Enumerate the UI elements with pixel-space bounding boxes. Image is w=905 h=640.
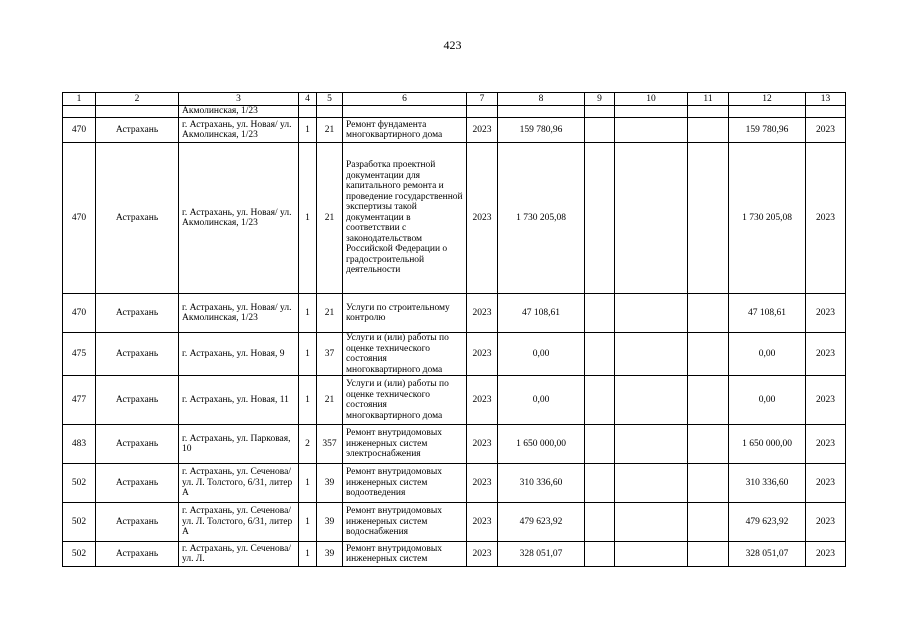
total-cost-cell: 1 730 205,08 — [498, 143, 585, 294]
col4-cell: 1 — [299, 376, 317, 425]
total-cost-cell: 310 336,60 — [498, 464, 585, 503]
total-cost-cell: 1 650 000,00 — [498, 425, 585, 464]
id-cell: 502 — [63, 464, 96, 503]
col11-cell — [688, 425, 729, 464]
col10-cell — [615, 118, 688, 143]
work-type-cell: Услуги и (или) работы по оценке технического состояния многоквартирного дома — [343, 333, 467, 376]
col10-cell — [615, 294, 688, 333]
header-cell: 12 — [729, 93, 806, 106]
col4-cell: 1 — [299, 333, 317, 376]
col5-cell: 37 — [317, 333, 343, 376]
col12-cell: 47 108,61 — [729, 294, 806, 333]
col10-cell — [615, 376, 688, 425]
col12-cell: 0,00 — [729, 376, 806, 425]
year-cell: 2023 — [467, 376, 498, 425]
col12-cell: 0,00 — [729, 333, 806, 376]
empty-cell — [467, 106, 498, 118]
col9-cell — [585, 425, 615, 464]
table-body — [63, 93, 846, 567]
city-cell: Астрахань — [96, 333, 179, 376]
empty-cell — [729, 106, 806, 118]
col10-cell — [615, 143, 688, 294]
col9-cell — [585, 376, 615, 425]
col10-cell — [615, 464, 688, 503]
city-cell: Астрахань — [96, 464, 179, 503]
header-cell: 13 — [806, 93, 846, 106]
empty-cell — [343, 106, 467, 118]
work-type-cell: Услуги и (или) работы по оценке технического состояния многоквартирного дома — [343, 376, 467, 425]
col12-cell: 310 336,60 — [729, 464, 806, 503]
empty-cell — [688, 106, 729, 118]
address-cell: г. Астрахань, ул. Новая/ ул. Акмолинская, 1/23 — [179, 118, 299, 143]
work-type-cell: Ремонт внутридомовых инженерных систем — [343, 542, 467, 567]
col10-cell — [615, 542, 688, 567]
col10-cell — [615, 503, 688, 542]
header-cell: 11 — [688, 93, 729, 106]
table-row — [63, 118, 846, 143]
empty-cell — [299, 106, 317, 118]
col4-cell: 1 — [299, 118, 317, 143]
year-cell: 2023 — [467, 542, 498, 567]
col11-cell — [688, 542, 729, 567]
year-cell: 2023 — [467, 503, 498, 542]
total-cost-cell: 47 108,61 — [498, 294, 585, 333]
col5-cell: 21 — [317, 294, 343, 333]
col9-cell — [585, 333, 615, 376]
page-number: 423 — [443, 38, 462, 52]
table-row — [63, 542, 846, 567]
table-row — [63, 425, 846, 464]
city-cell: Астрахань — [96, 425, 179, 464]
header-cell: 1 — [63, 93, 96, 106]
col13-cell: 2023 — [806, 333, 846, 376]
address-cell: г. Астрахань, ул. Парковая, 10 — [179, 425, 299, 464]
empty-cell — [96, 106, 179, 118]
col13-cell: 2023 — [806, 143, 846, 294]
col5-cell: 21 — [317, 376, 343, 425]
col9-cell — [585, 503, 615, 542]
id-cell: 470 — [63, 143, 96, 294]
work-type-cell: Ремонт внутридомовых инженерных систем водоснабжения — [343, 503, 467, 542]
address-cell: Акмолинская, 1/23 — [179, 106, 299, 118]
col12-cell: 328 051,07 — [729, 542, 806, 567]
header-cell: 6 — [343, 93, 467, 106]
table-row — [63, 333, 846, 376]
address-cell: г. Астрахань, ул. Новая, 11 — [179, 376, 299, 425]
col11-cell — [688, 143, 729, 294]
col5-cell: 21 — [317, 118, 343, 143]
address-cell: г. Астрахань, ул. Сеченова/ ул. Л. — [179, 542, 299, 567]
city-cell: Астрахань — [96, 376, 179, 425]
id-cell: 470 — [63, 118, 96, 143]
year-cell: 2023 — [467, 143, 498, 294]
empty-cell — [585, 106, 615, 118]
empty-cell — [317, 106, 343, 118]
col5-cell: 39 — [317, 503, 343, 542]
year-cell: 2023 — [467, 294, 498, 333]
id-cell: 477 — [63, 376, 96, 425]
col5-cell: 357 — [317, 425, 343, 464]
header-cell: 4 — [299, 93, 317, 106]
col5-cell: 21 — [317, 143, 343, 294]
total-cost-cell: 479 623,92 — [498, 503, 585, 542]
city-cell: Астрахань — [96, 294, 179, 333]
city-cell: Астрахань — [96, 503, 179, 542]
year-cell: 2023 — [467, 464, 498, 503]
col13-cell: 2023 — [806, 503, 846, 542]
col9-cell — [585, 294, 615, 333]
empty-cell — [498, 106, 585, 118]
col4-cell: 1 — [299, 294, 317, 333]
col13-cell: 2023 — [806, 376, 846, 425]
address-cell: г. Астрахань, ул. Сеченова/ ул. Л. Толстого, 6/31, литер А — [179, 503, 299, 542]
col9-cell — [585, 118, 615, 143]
empty-cell — [615, 106, 688, 118]
total-cost-cell: 159 780,96 — [498, 118, 585, 143]
id-cell: 502 — [63, 542, 96, 567]
total-cost-cell: 0,00 — [498, 376, 585, 425]
col13-cell: 2023 — [806, 294, 846, 333]
empty-cell — [63, 106, 96, 118]
register-table — [62, 92, 846, 567]
col5-cell: 39 — [317, 464, 343, 503]
col12-cell: 159 780,96 — [729, 118, 806, 143]
col11-cell — [688, 503, 729, 542]
work-type-cell: Услуги по строительному контролю — [343, 294, 467, 333]
city-cell: Астрахань — [96, 542, 179, 567]
year-cell: 2023 — [467, 333, 498, 376]
col10-cell — [615, 333, 688, 376]
col4-cell: 1 — [299, 464, 317, 503]
table-row — [63, 143, 846, 294]
col12-cell: 1 730 205,08 — [729, 143, 806, 294]
col4-cell: 1 — [299, 503, 317, 542]
col11-cell — [688, 294, 729, 333]
col13-cell: 2023 — [806, 425, 846, 464]
work-type-cell: Ремонт внутридомовых инженерных систем водоотведения — [343, 464, 467, 503]
table-row — [63, 294, 846, 333]
work-type-cell: Разработка проектной документации для капитального ремонта и проведение государственной экспертизы такой документации в соответствии с законодательством Российской Федерации о градостроительной деятельности — [343, 143, 467, 294]
continuation-row — [63, 106, 846, 118]
col5-cell: 39 — [317, 542, 343, 567]
col13-cell: 2023 — [806, 464, 846, 503]
header-cell: 10 — [615, 93, 688, 106]
total-cost-cell: 328 051,07 — [498, 542, 585, 567]
table-row — [63, 376, 846, 425]
address-cell: г. Астрахань, ул. Новая/ ул. Акмолинская, 1/23 — [179, 294, 299, 333]
col9-cell — [585, 464, 615, 503]
empty-cell — [806, 106, 846, 118]
table-row — [63, 503, 846, 542]
year-cell: 2023 — [467, 425, 498, 464]
header-cell: 9 — [585, 93, 615, 106]
address-cell: г. Астрахань, ул. Новая/ ул. Акмолинская, 1/23 — [179, 143, 299, 294]
id-cell: 470 — [63, 294, 96, 333]
col9-cell — [585, 143, 615, 294]
col13-cell: 2023 — [806, 542, 846, 567]
city-cell: Астрахань — [96, 118, 179, 143]
table-row — [63, 464, 846, 503]
work-type-cell: Ремонт внутридомовых инженерных систем электроснабжения — [343, 425, 467, 464]
total-cost-cell: 0,00 — [498, 333, 585, 376]
col12-cell: 1 650 000,00 — [729, 425, 806, 464]
col13-cell: 2023 — [806, 118, 846, 143]
city-cell: Астрахань — [96, 143, 179, 294]
year-cell: 2023 — [467, 118, 498, 143]
header-cell: 2 — [96, 93, 179, 106]
work-type-cell: Ремонт фундамента многоквартирного дома — [343, 118, 467, 143]
header-row — [63, 93, 846, 106]
col4-cell: 2 — [299, 425, 317, 464]
id-cell: 502 — [63, 503, 96, 542]
col4-cell: 1 — [299, 542, 317, 567]
col9-cell — [585, 542, 615, 567]
id-cell: 475 — [63, 333, 96, 376]
col11-cell — [688, 333, 729, 376]
header-cell: 8 — [498, 93, 585, 106]
header-cell: 5 — [317, 93, 343, 106]
address-cell: г. Астрахань, ул. Новая, 9 — [179, 333, 299, 376]
col11-cell — [688, 464, 729, 503]
header-cell: 7 — [467, 93, 498, 106]
address-cell: г. Астрахань, ул. Сеченова/ ул. Л. Толстого, 6/31, литер А — [179, 464, 299, 503]
col10-cell — [615, 425, 688, 464]
header-cell: 3 — [179, 93, 299, 106]
col11-cell — [688, 376, 729, 425]
id-cell: 483 — [63, 425, 96, 464]
col12-cell: 479 623,92 — [729, 503, 806, 542]
col4-cell: 1 — [299, 143, 317, 294]
col11-cell — [688, 118, 729, 143]
